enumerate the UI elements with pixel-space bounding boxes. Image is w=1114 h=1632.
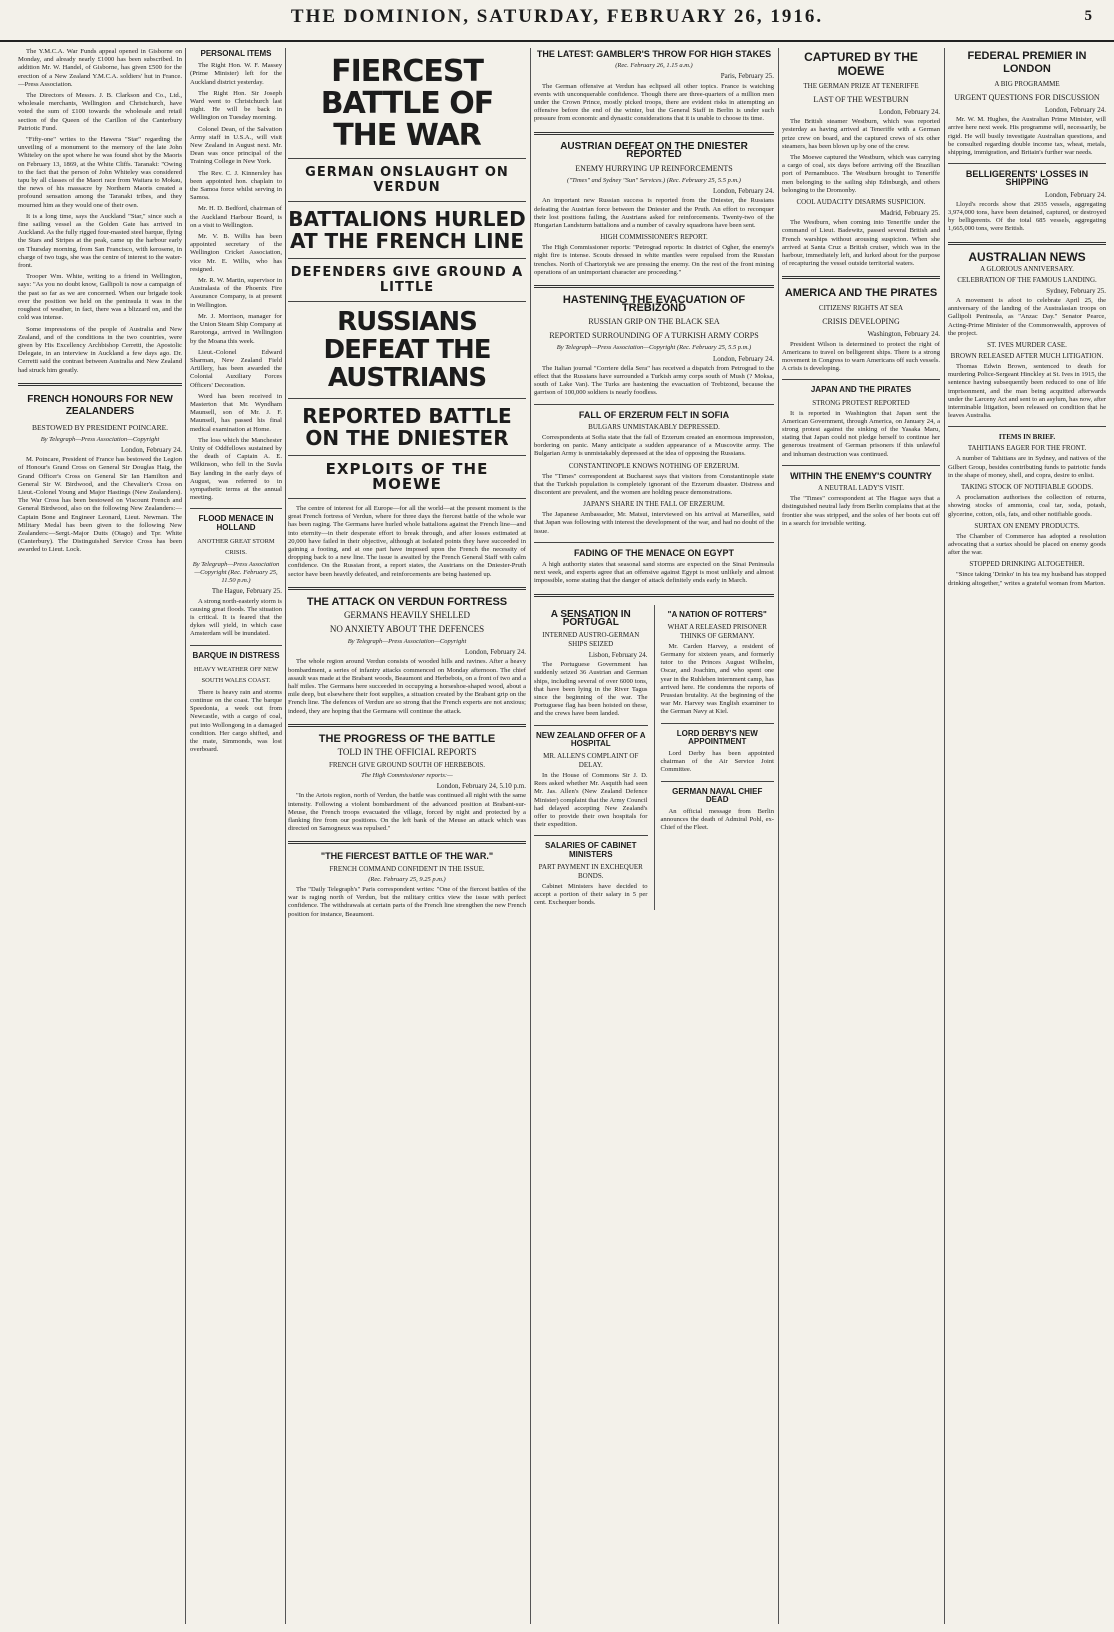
article-paragraph: The Westburn, when coming into Teneriffe under the command of Lieut. Badewitz, passed several British and French warships without arousing suspicion. When she arrived at Santa Cruz a British cruiser, which was in the harbour, immediately left, and lurked about for the purpose of recapturing the vessel outside territorial waters. [782, 219, 940, 268]
subhead: FRENCH GIVE GROUND SOUTH OF HERBEBOIS. [329, 761, 485, 770]
divider [534, 725, 648, 726]
divider [534, 404, 774, 405]
article-paragraph: The "Times" correspondent at Bucharest says that visitors from Constantinople state that the Turkish population is completely ignorant of the Erzerum disaster. Distress and discontent are prevalent, and the women are holding peace demonstrations. [534, 472, 774, 496]
divider [190, 645, 282, 646]
headline-barque: BARQUE IN DISTRESS [192, 650, 280, 660]
divider [948, 426, 1106, 427]
column-rule [185, 48, 186, 1624]
headline-derby: LORD DERBY'S NEW APPOINTMENT [676, 728, 758, 746]
article-paragraph: A number of Tahitians are in Sydney, and natives of the Gilbert Group, besides contributing funds to patriotic funds in the shape of money, shell, and copra, desire to enlist. [948, 455, 1106, 479]
divider [288, 258, 526, 259]
headline-salaries: SALARIES OF CABINET MINISTERS [544, 841, 637, 859]
source-line: By Telegraph—Press Association—Copyright [40, 435, 160, 443]
divider [948, 242, 1106, 245]
divider [288, 498, 526, 499]
source-line: By Telegraph—Press Association—Copyright (Rec. February 25, 5.5 p.m.) [556, 344, 752, 352]
divider [534, 542, 774, 543]
article-paragraph: The Directors of Messrs. J. B. Clarkson and Co., Ltd., wholesale merchants, Wellington and Christchurch, have voted the sum of £100 towards the wholesale and retail section of the Queen of the Carillon of the Canterbury Patriotic Fund. [18, 92, 182, 132]
subhead: COOL AUDACITY DISARMS SUSPICION. [796, 198, 926, 207]
dateline: London, February 24. [1044, 106, 1106, 114]
divider [190, 508, 282, 509]
subhead: THE GERMAN PRIZE AT TENERIFFE [803, 82, 919, 90]
article-paragraph: "Fifty-one" writes to the Hawera "Star" regarding the unveiling of a monument to the memory of the late John Whiteley on the spot where he was found shot by the Maoris on February 13, 1869, at the White Cliffs. Taranaki: "Owing to the fact that the person of John Whiteley was considered tapu by all classes of the Maori race from Waitara to Mokau, the news of his massacre by Northern Maoris created a profound sensation among the Taranaki tribes, and they mourned him as they would one of their own. [18, 136, 182, 209]
article-paragraph: "In the Artois region, north of Verdun, the battle was continued all night with the same intensity. Following a violent bombardment of the advanced position at Brabant-sur-Meuse, the French troops evacuated the village, forced by night and protected by a flanking fire from our positions. On the left bank of the Meuse an attack which was directed on Samogneux was repulsed." [288, 792, 526, 833]
column-1 [18, 48, 182, 1624]
article-paragraph: An official message from Berlin announces the death of Admiral Pohl, ex-Chief of the Fleet. [660, 807, 774, 832]
article-paragraph: Mr. R. W. Martin, supervisor in Australasia of the Phoenix Fire Assurance Company, is at present in Wellington. [190, 277, 282, 309]
column-rule [654, 605, 655, 911]
dateline: London, February 24. [464, 648, 526, 657]
deck-headline: DEFENDERS GIVE GROUND A LITTLE [290, 265, 524, 295]
divider [534, 132, 774, 135]
divider [288, 587, 526, 590]
article-paragraph: The German offensive at Verdun has eclipsed all other topics. France is watching events with unconquerable confidence. Though there are three-quarters of a million men under the Crown Prince, mostly picked troops, there are evident risks in attempting an offensive before the end of the winter, but the General Staff in Berlin is under such pressure from economic and dynastic considerations that it is unable to choose its time. [534, 82, 774, 123]
article-paragraph: The Japanese Ambassador, Mr. Matsui, interviewed on his arrival at Marseilles, said that Japan was following with interest the development of the war, and had no doubt of the issue. [534, 511, 774, 535]
article-paragraph: The Rev. C. J. Kinnersley has been appointed hon. chaplain to the Samoa force whilst serving in Samoa. [190, 169, 282, 202]
dateline: Paris, February 25. [720, 72, 774, 81]
article-paragraph: The Portuguese Government has suddenly seized 36 Austrian and German ships, including several of over 6000 tons, that have been lying in the River Tagus since the beginning of the war. The Portuguese flag has been hoisted on these, and the crews have been landed. [534, 661, 648, 718]
article-paragraph: Lord Derby has been appointed chairman of the Air Service Joint Committee. [660, 749, 774, 774]
subhead: A NEUTRAL LADY'S VISIT. [818, 484, 904, 493]
subhead: REPORTED SURROUNDING OF A TURKISH ARMY CORPS [549, 331, 759, 341]
headline-french-honours: FRENCH HONOURS FOR NEW ZEALANDERS [27, 393, 173, 417]
headline-enemy-country: WITHIN THE ENEMY'S COUNTRY [790, 470, 932, 481]
headline-rotters: "A NATION OF ROTTERS" [667, 609, 767, 619]
source-line: ("Times" and Sydney "Sun" Services.) (Rec. February 25, 5.5 p.m.) [567, 177, 741, 185]
article-paragraph: President Wilson is determined to protect the right of Americans to travel on belligerent ships. There is a strong movement in Congress to warn Americans off such vessels. A crisis is developing. [782, 340, 940, 373]
column-2 [190, 48, 282, 1624]
dateline: London, February 24. [878, 108, 940, 116]
source-line: By Telegraph—Press Association—Copyright [347, 638, 467, 646]
deck-headline: BATTALIONS HURLED AT THE FRENCH LINE [288, 207, 526, 253]
headline-australian-news: AUSTRALIAN NEWS [968, 249, 1086, 264]
subhead: BESTOWED BY PRESIDENT POINCARE. [31, 422, 169, 432]
column-5 [782, 48, 940, 1624]
lower-split [534, 605, 774, 911]
article-paragraph: M. Poincare, President of France has bestowed the Legion of Honour's Grand Cross on General Sir Douglas Haig, the Grand Officer's Cross on General Sir Ian Hamilton and General Sir W. Birdwood, and the Chevalier's Cross on Lieut.-Colonel Young and Major Hastings (New Zealanders). The War Cross has been bestowed on Viscount French and General Birdwood, also on the following New Zealanders:—Captain Bone and Engineer Leonard, Lieut. Newman. The Military Medal has been given to the following New Zealanders:—Sergt.-Major Dutts (Otago) and Tpr. White (Canterbury). The Distinguished Service Cross has been awarded to Lieut. Lock. [18, 456, 182, 554]
subhead: ENEMY HURRYING UP REINFORCEMENTS [575, 164, 733, 174]
article-paragraph: Correspondents at Sofia state that the fall of Erzerum created an enormous impression, bordering on panic. Many anticipate a sudden appearance of a Muscovite army. The Bulgarian Army is unmistakably depressed at the idea of opposing the Russians. [534, 433, 774, 458]
column-6 [948, 48, 1106, 1624]
article-paragraph: Word has been received in Masterton that Mr. Wyndham Maunsell, son of Mr. J. F. Maunsell, has passed his final medical examination at Home. [190, 392, 282, 433]
subhead: JAPAN'S SHARE IN THE FALL OF ERZERUM. [583, 500, 725, 509]
headline-erzerum: FALL OF ERZERUM FELT IN SOFIA [578, 409, 730, 420]
page-number: 5 [1084, 8, 1092, 24]
article-paragraph: The Y.M.C.A. War Funds appeal opened in Gisborne on Monday, and already nearly £1000 has been subscribed. In addition Mr. W. Handel, of Gisborne, has given £500 for the erection of a New Zealand Y.M.C.A. soldiers' hut in France.—Press Association. [18, 48, 182, 88]
dateline: London, February 24. [712, 354, 774, 363]
headline-hospital: NEW ZEALAND OFFER OF A HOSPITAL [536, 730, 646, 748]
dateline: London, February 24. [712, 187, 774, 196]
subhead: TOLD IN THE OFFICIAL REPORTS [337, 747, 477, 758]
headline-austrian-defeat: AUSTRIAN DEFEAT ON THE DNIESTER REPORTED [560, 140, 748, 160]
subhead: NO ANXIETY ABOUT THE DEFENCES [329, 624, 485, 635]
subhead: URGENT QUESTIONS FOR DISCUSSION [954, 93, 1100, 102]
divider [18, 383, 182, 386]
article-paragraph: A high authority states that seasonal sand storms are expected on the Sinai Peninsula next week, and experts agree that an offensive against Egypt is most unlikely and almost impossible, some stating that the danger of attack definitely ends early in March. [534, 560, 774, 585]
article-paragraph: Lloyd's records show that 2935 vessels, aggregating 3,974,000 tons, have been detained, captured, or destroyed by belligerents. Of the total 685 vessels, aggregating 1,665,000 tons, were British. [948, 200, 1106, 233]
subhead: CONSTANTINOPLE KNOWS NOTHING OF ERZERUM. [568, 461, 740, 470]
subhead: BULGARS UNMISTAKABLY DEPRESSED. [588, 422, 720, 431]
article-paragraph: Colonel Dean, of the Salvation Army staff in U.S.A., will visit New Zealand in August next. Mr. Dean was once principal of the Training College in New York. [190, 125, 282, 166]
subhead: INTERNED AUSTRO-GERMAN SHIPS SEIZED [542, 630, 640, 648]
subhead: WHAT A RELEASED PRISONER THINKS OF GERMANY. [667, 622, 767, 640]
lower-right [661, 605, 775, 911]
dateline: Sydney, February 25. [1046, 286, 1106, 295]
subhead: RUSSIAN GRIP ON THE BLACK SEA [588, 317, 720, 327]
article-paragraph: The centre of interest for all Europe—for all the world—at the present moment is the great French fortress of Verdun, where for three days the fiercest battle of the whole war has been raging. The Germans have hurled whole battalions against the French line—and into eternity—in their desperate effort to break through, and after losses estimated at 20,000 have failed in their objective, although at isolated points they have succeeded in gaining a footing, and at one part have imposed upon the French the necessity of dropping back to a new line. The issue is awaited by the French General Staff with calm confidence. On the Russian front, a report states, the Austrians on the Dniester-Pruth sector have been heavily defeated, and reinforcements are being hastened up. [288, 505, 526, 578]
article-paragraph: The Right Hon. W. F. Massey (Prime Minister) left for the Auckland district yesterday. [190, 62, 282, 86]
dateline: Washington, February 24. [867, 330, 940, 339]
dateline: London, February 24. [120, 445, 182, 454]
subhead: HEAVY WEATHER OFF NEW SOUTH WALES COAST. [193, 665, 279, 684]
article-paragraph: The High Commissioner reports: "Petrograd reports: In district of Ogher, the enemy's night fire is intense. Scouts dressed in white mantles were repulsed from the Russian trenches. North of Chartoryisk we are pressing the enemy. On the rest of the front mining operations of an unimportant character are proceeding." [534, 244, 774, 276]
article-paragraph: Mr. V. B. Willis has been appointed secretary of the Wellington Cricket Association, vice Mr. E. Willis, who has resigned. [190, 233, 282, 273]
divider [661, 781, 775, 782]
source-line: (Rec. February 26, 1.15 a.m.) [615, 62, 693, 70]
subhead: CITIZENS' RIGHTS AT SEA [818, 304, 904, 313]
divider [288, 724, 526, 727]
article-paragraph: Mr. J. Morrison, manager for the Union Steam Ship Company at Rarotonga, arrived in Wellington by the Moana this week. [190, 312, 282, 345]
source-line: (Rec. February 25, 9.25 p.m.) [368, 875, 446, 883]
headline-moewe: CAPTURED BY THE MOEWE [804, 50, 918, 78]
deck-headline: EXPLOITS OF THE MOEWE [325, 460, 489, 493]
article-paragraph: "Since taking 'Drinko' in his tea my husband has stopped drinking altogether," writes a grateful woman from Marton. [948, 571, 1106, 587]
article-paragraph: It is reported in Washington that Japan sent the American Government, through America, on January 24, a strong protest against the sinking of the Yasaka Maru, stating that Japan could not pledge herself to continue her generous treatment of German prisoners if this unlawful and inhuman destruction was continued. [782, 409, 940, 458]
article-paragraph: An important new Russian success is reported from the Dniester, the Russians defeating the Austrian force between the Dniester and the Pruth. An effort to reconquer their lost positions failing, the Austrians asked for reinforcements. Twenty-two of the Hungarian Landsturm battalions and a number of cavalry squadrons have been sent. [534, 197, 774, 230]
article-paragraph: Thomas Edwin Brown, sentenced to death for murdering Police-Sergeant Hinckley at St. Ives in 1915, the sentence having subsequently been reduced to one of life imprisonment, and the man being acquitted afterwards under the Larceny Act and sent to an asylum, has now, after interminable litigation, been released on condition that he leaves Australia. [948, 363, 1106, 420]
headline-naval-chief: GERMAN NAVAL CHIEF DEAD [672, 786, 763, 804]
dateline: The Hague, February 25. [211, 587, 282, 596]
column-3 [288, 48, 526, 1624]
headline-belligerents: BELLIGERENTS' LOSSES IN SHIPPING [965, 169, 1089, 188]
dateline: London, February 24. [1044, 190, 1106, 199]
divider [782, 379, 940, 380]
headline-progress-battle: THE PROGRESS OF THE BATTLE [318, 732, 496, 745]
subhead: CRISIS DEVELOPING [822, 317, 900, 327]
article-paragraph: There is heavy rain and storms continue on the coast. The barque Speedonia, a week out from Newcastle, with a cargo of coal, put into Wollongong in a damaged condition. Her cargo shifted, and the mate, Simmonds, was lost overboard. [190, 688, 282, 754]
divider [782, 276, 940, 279]
article-paragraph: The British steamer Westburn, which was reported yesterday as having arrived at Teneriffe with a German prize crew on board, and the captured crews of six other steamers, has been blown up by one of the crew. [782, 118, 940, 150]
deck-headline: RUSSIANS DEFEAT THE AUSTRIANS [323, 307, 491, 393]
lower-left [534, 605, 648, 911]
article-paragraph: The "Daily Telegraph's" Paris correspondent writes: "One of the fiercest battles of the war is raging north of Verdun, but the military critics view the issue with perfect confidence. The withdrawals at certain parts of the French line strengthen the new French position for instance, Beaumont. [288, 885, 526, 918]
article-paragraph: The Chamber of Commerce has adopted a resolution advocating that a surtax should be placed on enemy goods after the war. [948, 532, 1106, 557]
article-paragraph: Mr. W. M. Hughes, the Australian Prime Minister, will arrive here next week. His programme will, necessarily, be rigid. He will busily investigate Australian questions, and be consulted regarding double income tax, wheat, metals, shipping, immigration, and Britain's further war needs. [948, 116, 1106, 157]
article-paragraph: A strong north-easterly storm is causing great floods. The situation is critical. It is feared that the dykes will yield, in which case Amsterdam will be inundated. [190, 597, 282, 638]
deck-headline: REPORTED BATTLE ON THE DNIESTER [302, 404, 512, 450]
divider [661, 723, 775, 724]
subhead: GERMANS HEAVILY SHELLED [343, 610, 471, 621]
subhead: ITEMS IN BRIEF. [998, 433, 1056, 442]
subhead: A GLORIOUS ANNIVERSARY. [980, 264, 1074, 273]
column-rule [778, 48, 779, 1624]
masthead-title: THE DOMINION, SATURDAY, FEBRUARY 26, 1916. [290, 6, 824, 27]
subhead: LAST OF THE WESTBURN [813, 95, 909, 104]
subhead: BROWN RELEASED AFTER MUCH LITIGATION. [950, 352, 1104, 361]
dateline: Lisbon, February 24. [588, 650, 648, 659]
article-paragraph: A proclamation authorises the collection of returns, showing stocks of ammonia, coal tar, soda, potash, glycerine, cotton, oils, fats, and other notifiable goods. [948, 494, 1106, 518]
headline-federal-premier: FEDERAL PREMIER IN LONDON [967, 50, 1087, 75]
subhead: TAKING STOCK OF NOTIFIABLE GOODS. [960, 483, 1094, 492]
divider [948, 163, 1106, 164]
source-line: The High Commissioner reports:— [361, 772, 453, 780]
article-paragraph: Lieut.-Colonel Edward Sharman, New Zealand Field Artillery, has been awarded the Colonial Auxiliary Forces Officers' Decoration. [190, 348, 282, 389]
deck-headline: GERMAN ONSLAUGHT ON VERDUN [305, 165, 509, 195]
subhead: SURTAX ON ENEMY PRODUCTS. [974, 521, 1080, 530]
headline-attack-verdun: THE ATTACK ON VERDUN FORTRESS [306, 595, 508, 608]
subhead: HIGH COMMISSIONER'S REPORT. [600, 233, 708, 242]
article-paragraph: The "Times" correspondent at The Hague says that a distinguished neutral lady from Berlin complains that at the frontier she was stripped, and the soles of her boots cut off in a search for invisible writing. [782, 495, 940, 527]
headline-america-pirates: AMERICA AND THE PIRATES [784, 287, 938, 300]
divider [782, 465, 940, 466]
divider [288, 158, 526, 159]
headline-egypt: FADING OF THE MENACE ON EGYPT [573, 547, 734, 558]
subhead: TAHITIANS EAGER FOR THE FRONT. [967, 444, 1087, 453]
dateline: Madrid, February 25. [880, 209, 940, 218]
article-paragraph: The Moewe captured the Westburn, which was carrying a cargo of coal, six days before arriving off the Brazilian port of Pernambuco. The Westburn brought to Teneriffe men belonging to the sailing ship Edinburgh, and others belonging to the Dromonby. [782, 154, 940, 194]
article-paragraph: The Italian journal "Corriere della Sera" has received a dispatch from Petrograd to the effect that the Russians have surrounded a Turkish army corps south of Mush (? Moksa, south of Lake Van). The Turks are hastening the evacuation of Trebizond, because the garrison of 100,000 soldiers is nearly foodless. [534, 364, 774, 397]
headline-latest: THE LATEST: GAMBLER'S THROW FOR HIGH STAKES [536, 49, 772, 59]
article-paragraph: Mr. Carden Harvey, a resident of Germany for sixteen years, and formerly tutor to the Princes August Wilhelm, Oscar, and Joachim, and who spent one year in the Ruhleben internment camp, has arrived here. He condemns the reports of Prussian brutality. At the beginning of the war Mr. Harvey was English examiner to the German Navy at Kiel. [660, 642, 774, 716]
article-paragraph: Some impressions of the people of Australia and New Zealand, and of the conditions in the two countries, were given by His Excellency Archbishop Cerretti, the Apostolic Delegate, in an interview in Auckland a few days ago. Dr. Cerretti said the contrast between Australia and New Zealand had struck him greatly. [18, 325, 182, 374]
divider [288, 455, 526, 456]
article-paragraph: The whole region around Verdun consists of wooded hills and ravines. After a heavy bombardment, a series of infantry attacks commenced on Monday afternoon. The chief assault was made at the Brabant woods, Beaumont and Herbebois, on a front of two and a half miles. The Germans here succeeded in occupying a horseshoe-shaped wood, about a mile deep, but elsewhere their foot supplies, a situation created by the Brabant grip on the French line. The defences of Verdun are so strong that the French experts are not anxious; indeed, they are hoping that the Germans will continue the attack. [288, 658, 526, 715]
divider [288, 841, 526, 844]
subhead: MR. ALLEN'S COMPLAINT OF DELAY. [543, 751, 639, 769]
article-paragraph: A movement is afoot to celebrate April 25, the anniversary of the landing of the Australasian troops on Gallipoli Peninsula, as "Anzac Day." Senator Pearce, Acting-Prime Minister of the Commonwealth, approves of the project. [948, 297, 1106, 337]
main-headline: FIERCEST BATTLE OF THE WAR [320, 54, 494, 153]
subhead: PART PAYMENT IN EXCHEQUER BONDS. [538, 862, 643, 880]
article-paragraph: Mr. H. D. Bedford, chairman of the Auckland Harbour Board, is on a visit to Wellington. [190, 205, 282, 229]
article-paragraph: It is a long time, says the Auckland "Star," since such a fine sailing vessel as the Golden Gate has arrived in Auckland. As the fully rigged four-masted steel barque, flying the Stars and Stripes at the peak, came up the harbour early on Thursday morning, from San Francisco, with kerosene, in charge of two tugs, she was the centre of interest to the water-front. [18, 212, 182, 270]
source-line: By Telegraph—Press Association—Copyright (Rec. February 25, 11.50 p.m.) [192, 560, 280, 585]
article-paragraph: Trooper Wm. White, writing to a friend in Wellington, says: "As you no doubt know, Gallipoli is now a campaign of the past so far as we are concerned. When our brigade took over the position we held on the peninsula it was in the roughest of weather, in fact, there was a blizzard on, and the cold was intense. [18, 273, 182, 322]
headline-personal-items: PERSONAL ITEMS [200, 49, 272, 58]
divider [288, 201, 526, 202]
subhead: FRENCH COMMAND CONFIDENT IN THE ISSUE. [329, 864, 485, 873]
masthead [0, 0, 1114, 42]
subhead: A BIG PROGRAMME [994, 80, 1060, 88]
column-rule [285, 48, 286, 1624]
headline-trebizond: HASTENING THE EVACUATION OF TREBIZOND [562, 294, 746, 315]
dateline: London, February 24, 5.10 p.m. [436, 782, 526, 791]
column-4 [534, 48, 774, 1624]
column-rule [530, 48, 531, 1624]
article-paragraph: The Right Hon. Sir Joseph Ward went to Christchurch last night. He will be back in Wellington on Tuesday morning. [190, 89, 282, 122]
headline-fiercest-battle: "THE FIERCEST BATTLE OF THE WAR." [320, 851, 494, 862]
subhead: STOPPED DRINKING ALTOGETHER. [969, 560, 1085, 569]
article-paragraph: The loss which the Manchester Unity of Oddfellows sustained by the death of Captain A. E. Wilkinson, who fell in the Suvla Bay landing in the early days of August, was referred to in sympathetic terms at the annual meeting. [190, 436, 282, 502]
divider [534, 594, 774, 597]
headline-flood-menace: FLOOD MENACE IN HOLLAND [198, 514, 274, 532]
divider [534, 285, 774, 288]
divider [288, 301, 526, 302]
subhead: ST. IVES MURDER CASE. [987, 341, 1067, 350]
subhead: STRONG PROTEST REPORTED [812, 398, 910, 407]
divider [534, 835, 648, 836]
divider [288, 398, 526, 399]
subhead: CELEBRATION OF THE FAMOUS LANDING. [957, 275, 1097, 284]
column-rule [944, 48, 945, 1624]
subhead: ANOTHER GREAT STORM CRISIS. [197, 537, 275, 556]
headline-japan-pirates: JAPAN AND THE PIRATES [810, 385, 912, 395]
headline-portugal: A SENSATION IN PORTUGAL [550, 608, 631, 628]
article-paragraph: Cabinet Ministers have decided to accept a portion of their salary in 5 per cent. Exchequer bonds. [534, 882, 648, 907]
article-paragraph: In the House of Commons Sir J. D. Rees asked whether Mr. Asquith had seen Mr. Jas. Allen's (New Zealand Defence Minister) complaint that the Army Council had delayed accepting New Zealand's offer to provide their own hospitals for their expedition. [534, 771, 648, 829]
